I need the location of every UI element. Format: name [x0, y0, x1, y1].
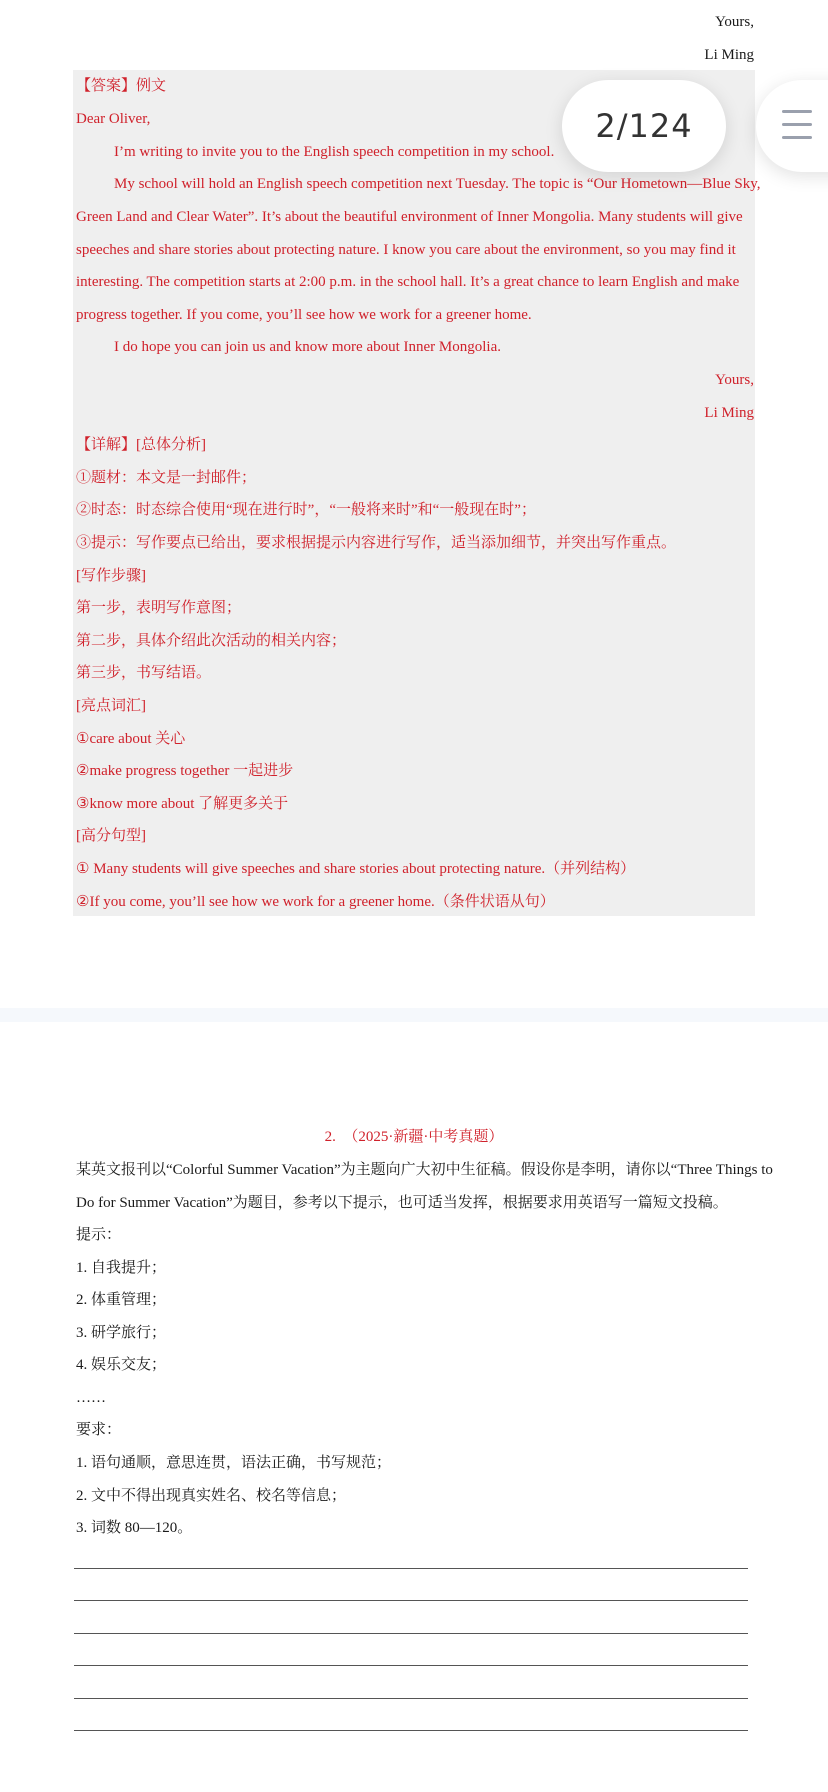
- requirement-item: 3. 词数 80—120。: [76, 1520, 193, 1536]
- writing-line: [74, 1633, 748, 1634]
- closing-yours-top: Yours,: [715, 14, 754, 30]
- analysis-section-label: [亮点词汇]: [76, 698, 146, 714]
- hint-item: 1. 自我提升；: [76, 1260, 167, 1276]
- analysis-section-label: [高分句型]: [76, 828, 146, 844]
- document-page-2: [0, 1022, 828, 1792]
- question-intro-line: Do for Summer Vacation”为题目，参考以下提示，也可适当发挥，根据要求用英语写一篇短文投稿。: [76, 1195, 728, 1211]
- letter-paragraph-2-line: interesting. The competition starts at 2:00 p.m. in the school hall. It’s a great chance to learn English and make: [76, 274, 740, 290]
- letter-closing-yours: Yours,: [715, 372, 754, 388]
- letter-greeting: Dear Oliver,: [76, 111, 151, 127]
- analysis-item: ③know more about 了解更多关于: [76, 796, 289, 812]
- letter-closing-name: Li Ming: [704, 405, 754, 421]
- question-source: （2025·新疆·中考真题）: [343, 1129, 504, 1145]
- requirement-item: 2. 文中不得出现真实姓名、校名等信息；: [76, 1488, 347, 1504]
- letter-paragraph-3: I do hope you can join us and know more about Inner Mongolia.: [114, 339, 502, 355]
- analysis-item: ③提示：写作要点已给出，要求根据提示内容进行写作，适当添加细节，并突出写作重点。: [76, 535, 677, 551]
- analysis-item: ②时态：时态综合使用“现在进行时”，“一般将来时”和“一般现在时”；: [76, 502, 536, 518]
- letter-paragraph-2-line: My school will hold an English speech competition next Tuesday. The topic is “Our Hometown—Blue Sky,: [114, 176, 761, 192]
- page-separator: [0, 1008, 828, 1022]
- closing-name-top: Li Ming: [704, 47, 754, 63]
- letter-paragraph-2-line: speeches and share stories about protecting nature. I know you care about the environment, so you may find it: [76, 242, 736, 258]
- letter-paragraph-2-line: progress together. If you come, you’ll see how we work for a greener home.: [76, 307, 532, 323]
- analysis-item: ①care about 关心: [76, 731, 186, 747]
- requirements-label: 要求：: [76, 1422, 122, 1438]
- analysis-header: 【详解】[总体分析]: [76, 437, 206, 453]
- writing-line: [74, 1698, 748, 1699]
- writing-line: [74, 1730, 748, 1731]
- writing-line: [74, 1600, 748, 1601]
- answer-highlight-box: [73, 70, 755, 916]
- analysis-item: ① Many students will give speeches and share stories about protecting nature.（并列结构）: [76, 861, 636, 877]
- hints-label: 提示：: [76, 1227, 122, 1243]
- letter-paragraph-1: I’m writing to invite you to the English speech competition in my school.: [114, 144, 555, 160]
- analysis-section-label: [写作步骤]: [76, 568, 146, 584]
- analysis-item: 第二步，具体介绍此次活动的相关内容；: [76, 633, 347, 649]
- question-number: 2.: [324, 1129, 336, 1145]
- writing-line: [74, 1568, 748, 1569]
- analysis-item: 第一步，表明写作意图；: [76, 600, 242, 616]
- page-indicator[interactable]: 2/124: [562, 80, 726, 172]
- requirement-item: 1. 语句通顺，意思连贯，语法正确，书写规范；: [76, 1455, 392, 1471]
- hint-item: 2. 体重管理；: [76, 1292, 167, 1308]
- question-intro-line: 某英文报刊以“Colorful Summer Vacation”为主题向广大初中生征稿。假设你是李明，请你以“Three Things to: [76, 1162, 773, 1178]
- writing-line: [74, 1665, 748, 1666]
- analysis-item: ②make progress together 一起进步: [76, 763, 294, 779]
- answer-header: 【答案】例文: [76, 78, 167, 94]
- analysis-item: 第三步，书写结语。: [76, 665, 212, 681]
- analysis-item: ①题材：本文是一封邮件；: [76, 470, 257, 486]
- hamburger-menu-icon: [782, 110, 812, 140]
- hint-item: 4. 娱乐交友；: [76, 1357, 167, 1373]
- letter-paragraph-2-line: Green Land and Clear Water”. It’s about the beautiful environment of Inner Mongolia. Many students will give: [76, 209, 743, 225]
- hint-item: 3. 研学旅行；: [76, 1325, 167, 1341]
- hint-ellipsis: ……: [76, 1390, 106, 1406]
- analysis-item: ②If you come, you’ll see how we work for a greener home.（条件状语从句）: [76, 894, 555, 910]
- question-heading: [0, 1127, 828, 1147]
